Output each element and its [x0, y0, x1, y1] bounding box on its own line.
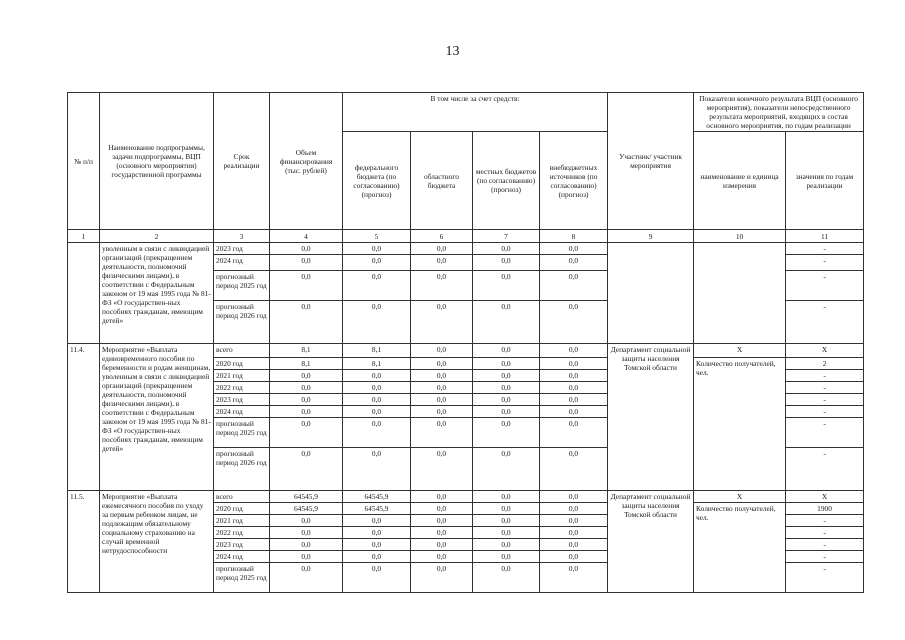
row-value: 0,0 — [473, 301, 540, 344]
row-period: прогнозный период 2025 год — [214, 418, 270, 448]
row-name: Мероприятие «Выплата единовременного пособия по беременности и родам женщинам, уволенным в связи с ликвидацией организаций (прекращением деятельности, полномочий физическими лицами), в соответствии с Федеральным законом от 19 мая 1995 года № 81-ФЗ «О государствен-ных пособиях гражданам, имеющим детей» — [100, 344, 214, 491]
row-value: 0,0 — [343, 515, 411, 527]
row-value: 8,1 — [343, 344, 411, 358]
row-value: 0,0 — [270, 382, 343, 394]
row-value: 0,0 — [540, 255, 608, 271]
row-value: 0,0 — [540, 527, 608, 539]
row-value: 8,1 — [343, 358, 411, 370]
row-indicator-value: - — [786, 551, 864, 563]
row-value: 0,0 — [473, 255, 540, 271]
row-value: 0,0 — [343, 563, 411, 593]
header-col-values: значения по годам реализации — [786, 132, 864, 230]
row-period: 2021 год — [214, 515, 270, 527]
header-col-extra: внебюджетных источников (по согласованию) (прогноз) — [540, 132, 608, 230]
header-col-total: Объем финансирования (тыс. рублей) — [270, 93, 343, 230]
row-value: 0,0 — [343, 406, 411, 418]
row-value: 0,0 — [343, 271, 411, 301]
row-participant: Департамент социальной защиты населения Томской области — [608, 491, 694, 593]
row-value: 0,0 — [473, 503, 540, 515]
row-value: 0,0 — [473, 358, 540, 370]
row-value: 0,0 — [411, 503, 473, 515]
program-table — [67, 92, 864, 593]
column-number: 11 — [786, 230, 864, 243]
row-value: 0,0 — [270, 527, 343, 539]
row-value: 0,0 — [540, 515, 608, 527]
row-period: прогнозный период 2025 год — [214, 271, 270, 301]
row-indicator-value: - — [786, 527, 864, 539]
table-row — [68, 243, 864, 255]
header-col-local: местных бюджетов (по согласованию) (прогноз) — [473, 132, 540, 230]
row-period: 2022 год — [214, 382, 270, 394]
row-period: 2024 год — [214, 551, 270, 563]
column-number: 3 — [214, 230, 270, 243]
row-indicator-value: X — [786, 491, 864, 503]
row-value: 0,0 — [540, 406, 608, 418]
header-col-period: Срок реализации — [214, 93, 270, 230]
column-number: 4 — [270, 230, 343, 243]
row-period: всего — [214, 491, 270, 503]
row-period: 2023 год — [214, 243, 270, 255]
row-period: 2023 год — [214, 394, 270, 406]
row-indicator-value: - — [786, 563, 864, 593]
row-indicator-value: - — [786, 418, 864, 448]
row-indicator-x: X — [694, 344, 786, 358]
row-value: 0,0 — [473, 271, 540, 301]
row-value: 0,0 — [540, 448, 608, 491]
row-participant: Департамент социальной защиты населения Томской области — [608, 344, 694, 491]
row-value: 0,0 — [411, 515, 473, 527]
row-value: 0,0 — [343, 255, 411, 271]
row-indicator-value: - — [786, 382, 864, 394]
row-value: 64545,9 — [343, 491, 411, 503]
column-number: 9 — [608, 230, 694, 243]
row-value: 0,0 — [473, 243, 540, 255]
row-number — [68, 243, 100, 344]
row-value: 0,0 — [411, 491, 473, 503]
row-participant — [608, 243, 694, 344]
header-col-regional: областного бюджета — [411, 132, 473, 230]
row-period: 2024 год — [214, 255, 270, 271]
row-indicator-value: - — [786, 539, 864, 551]
row-indicator-value: - — [786, 448, 864, 491]
row-value: 0,0 — [343, 539, 411, 551]
row-value: 0,0 — [540, 394, 608, 406]
row-value: 0,0 — [473, 448, 540, 491]
row-period: 2020 год — [214, 503, 270, 515]
row-value: 0,0 — [411, 418, 473, 448]
page-number: 13 — [445, 44, 460, 59]
row-value: 0,0 — [473, 394, 540, 406]
header-col-name: Наименование подпрограммы, задачи подпрограммы, ВЦП (основного мероприятия) государственной программы — [100, 93, 214, 230]
row-period: прогнозный период 2026 год — [214, 448, 270, 491]
row-value: 0,0 — [473, 382, 540, 394]
row-period: прогнозный период 2026 год — [214, 301, 270, 344]
row-value: 0,0 — [473, 370, 540, 382]
row-value: 0,0 — [411, 448, 473, 491]
row-value: 0,0 — [540, 271, 608, 301]
row-value: 0,0 — [411, 382, 473, 394]
row-value: 64545,9 — [343, 503, 411, 515]
row-value: 0,0 — [270, 448, 343, 491]
row-value: 0,0 — [540, 301, 608, 344]
row-indicator: Количество получателей, чел. — [694, 503, 786, 593]
row-value: 0,0 — [270, 539, 343, 551]
row-number: 11.5. — [68, 491, 100, 593]
row-value: 0,0 — [343, 448, 411, 491]
row-value: 0,0 — [411, 406, 473, 418]
row-value: 0,0 — [270, 301, 343, 344]
row-value: 0,0 — [343, 418, 411, 448]
row-value: 0,0 — [343, 382, 411, 394]
row-value: 8,1 — [270, 344, 343, 358]
row-value: 0,0 — [411, 563, 473, 593]
row-value: 0,0 — [540, 243, 608, 255]
header-col-num: № п/п — [68, 93, 100, 230]
row-value: 0,0 — [270, 271, 343, 301]
header-col-federal: федерального бюджета (по согласованию) (прогноз) — [343, 132, 411, 230]
row-value: 0,0 — [473, 563, 540, 593]
row-name: уволенным в связи с ликвидацией организаций (прекращением деятельности, полномочий физическими лицами), в соответствии с Федеральным законом от 19 мая 1995 года № 81-ФЗ «О государствен-ных пособиях гражданам, имеющим детей» — [100, 243, 214, 344]
column-number: 7 — [473, 230, 540, 243]
column-number: 1 — [68, 230, 100, 243]
row-value: 0,0 — [473, 491, 540, 503]
row-value: 0,0 — [540, 382, 608, 394]
row-value: 0,0 — [343, 394, 411, 406]
row-value: 0,0 — [473, 539, 540, 551]
row-value: 8,1 — [270, 358, 343, 370]
row-indicator — [694, 243, 786, 344]
column-number: 2 — [100, 230, 214, 243]
row-indicator: Количество получателей, чел. — [694, 358, 786, 491]
row-period: 2024 год — [214, 406, 270, 418]
row-value: 0,0 — [411, 344, 473, 358]
row-value: 64545,9 — [270, 491, 343, 503]
row-value: 0,0 — [540, 358, 608, 370]
row-value: 0,0 — [270, 255, 343, 271]
row-value: 0,0 — [540, 344, 608, 358]
header-group-funds: В том числе за счет средств: — [343, 93, 608, 132]
column-number: 8 — [540, 230, 608, 243]
row-period: 2020 год — [214, 358, 270, 370]
row-value: 0,0 — [343, 301, 411, 344]
table-row — [68, 344, 864, 358]
row-value: 0,0 — [540, 418, 608, 448]
row-value: 0,0 — [411, 243, 473, 255]
row-value: 0,0 — [540, 491, 608, 503]
header-col-indicator: наименование и единица измерения — [694, 132, 786, 230]
header-col-participant: Участник/ участник мероприятия — [608, 93, 694, 230]
row-value: 0,0 — [270, 406, 343, 418]
row-value: 0,0 — [411, 527, 473, 539]
row-value: 0,0 — [473, 551, 540, 563]
row-indicator-value: - — [786, 406, 864, 418]
row-indicator-value: - — [786, 394, 864, 406]
row-value: 0,0 — [411, 551, 473, 563]
column-number: 10 — [694, 230, 786, 243]
row-value: 0,0 — [270, 515, 343, 527]
row-value: 0,0 — [473, 515, 540, 527]
row-period: 2021 год — [214, 370, 270, 382]
column-number: 6 — [411, 230, 473, 243]
row-value: 0,0 — [473, 527, 540, 539]
row-value: 0,0 — [411, 370, 473, 382]
row-value: 0,0 — [343, 370, 411, 382]
row-indicator-value: 1900 — [786, 503, 864, 515]
row-value: 0,0 — [343, 243, 411, 255]
row-value: 64545,9 — [270, 503, 343, 515]
row-indicator-value: 2 — [786, 358, 864, 370]
row-value: 0,0 — [270, 243, 343, 255]
row-value: 0,0 — [411, 394, 473, 406]
row-value: 0,0 — [411, 358, 473, 370]
row-indicator-x: X — [694, 491, 786, 503]
row-value: 0,0 — [270, 563, 343, 593]
column-number: 5 — [343, 230, 411, 243]
row-value: 0,0 — [473, 418, 540, 448]
row-value: 0,0 — [270, 418, 343, 448]
row-value: 0,0 — [411, 539, 473, 551]
row-value: 0,0 — [270, 551, 343, 563]
row-indicator-value: - — [786, 271, 864, 301]
row-value: 0,0 — [540, 551, 608, 563]
row-value: 0,0 — [411, 271, 473, 301]
row-value: 0,0 — [473, 406, 540, 418]
row-indicator-value: - — [786, 243, 864, 255]
row-indicator-value: - — [786, 255, 864, 271]
row-value: 0,0 — [343, 551, 411, 563]
row-period: прогнозный период 2025 год — [214, 563, 270, 593]
row-value: 0,0 — [343, 527, 411, 539]
row-period: всего — [214, 344, 270, 358]
column-numbers-row — [68, 230, 864, 243]
row-number: 11.4. — [68, 344, 100, 491]
row-value: 0,0 — [540, 539, 608, 551]
row-indicator-value: - — [786, 301, 864, 344]
row-period: 2023 год — [214, 539, 270, 551]
row-period: 2022 год — [214, 527, 270, 539]
row-name: Мероприятие «Выплата ежемесячного пособия по уходу за первым ребенком лицам, не подлежащим обязательному социальному страхованию на случай временной нетрудоспособности — [100, 491, 214, 593]
row-value: 0,0 — [411, 255, 473, 271]
row-value: 0,0 — [411, 301, 473, 344]
row-value: 0,0 — [540, 563, 608, 593]
row-indicator-value: - — [786, 515, 864, 527]
row-value: 0,0 — [540, 370, 608, 382]
row-value: 0,0 — [270, 370, 343, 382]
row-value: 0,0 — [270, 394, 343, 406]
table-row — [68, 491, 864, 503]
row-value: 0,0 — [540, 503, 608, 515]
header-group-indicators: Показатели конечного результата ВЦП (основного мероприятия), показатели непосредственного результата мероприятий, входящих в состав основного мероприятия, по годам реализации — [694, 93, 864, 132]
row-indicator-value: X — [786, 344, 864, 358]
row-value: 0,0 — [473, 344, 540, 358]
row-indicator-value: - — [786, 370, 864, 382]
